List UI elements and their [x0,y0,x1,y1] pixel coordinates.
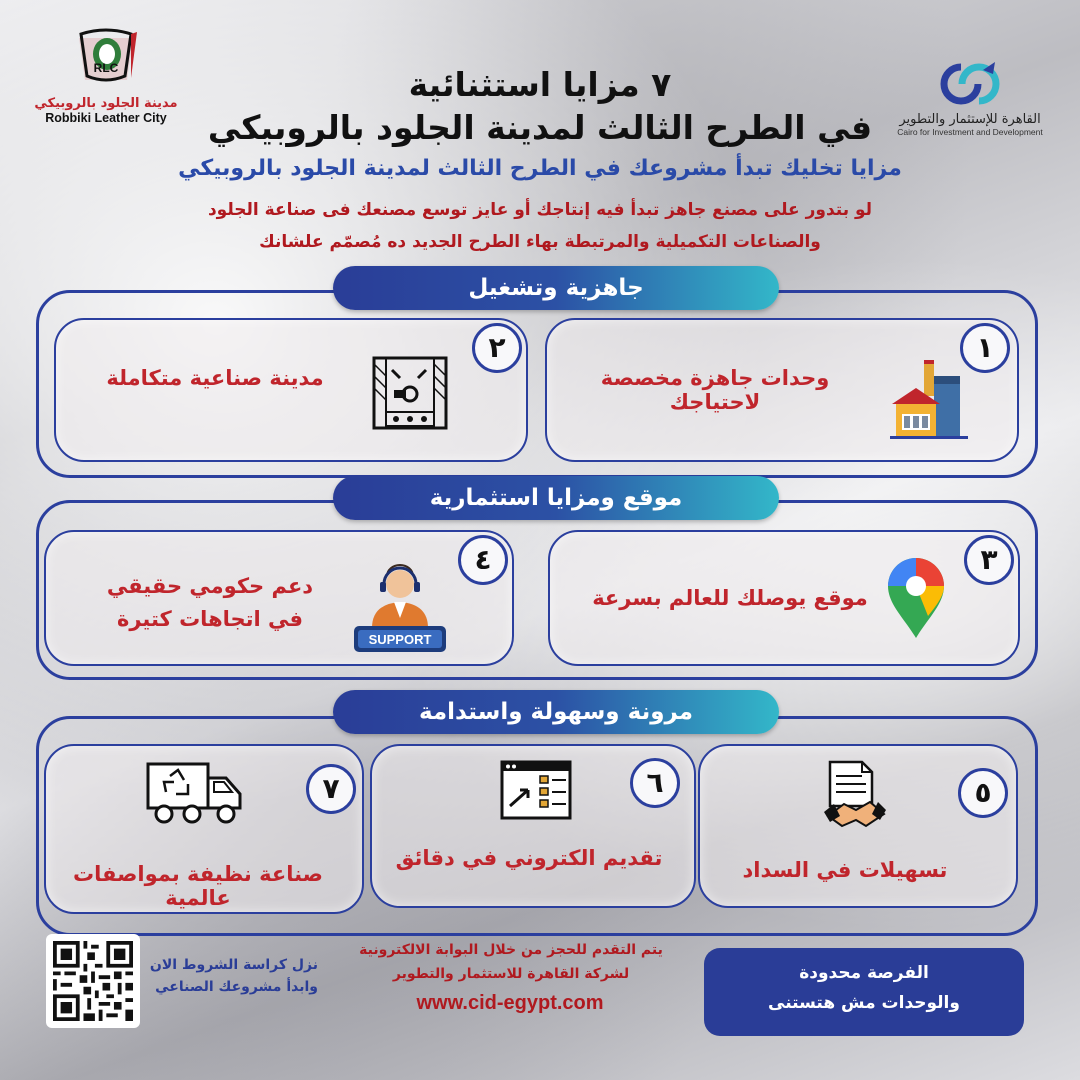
qr-code-icon [53,941,133,1021]
cid-name-en: Cairo for Investment and Development [897,127,1043,137]
feature-text-3: موقع يوصلك للعالم بسرعة [592,586,868,610]
rlc-name-en: Robbiki Leather City [45,111,167,125]
feature-text-6: تقديم الكتروني في دقائق [395,846,663,870]
rlc-name-ar: مدينة الجلود بالروبيكي [34,96,178,111]
description-line1: لو بتدور على مصنع جاهز تبدأ فيه إنتاجك أو عايز توسع مصنعك فى صناعة الجلود [207,200,873,220]
feature-number-1: ١ [960,323,1010,373]
feature-text-2: مدينة صناعية متكاملة [106,366,324,390]
feature-text-7: صناعة نظيفة بمواصفات عالمية [73,862,323,910]
feature-text-5: تسهيلات في السداد [742,858,948,882]
feature-text-4-line2: في اتجاهات كتيرة [116,607,304,631]
recycle-truck-icon [144,760,244,826]
feature-number-6: ٦ [630,758,680,808]
industrial-machine-icon [370,354,450,432]
apply-info-line2: لشركة القاهرة للاستثمار والتطوير [392,966,630,982]
qr-caption-line2: وابدأ مشروعك الصناعي [155,979,318,995]
page-subtitle: مزايا تخليك تبدأ مشروعك في الطرح الثالث لمدينة الجلود بالروبيكي [178,156,902,181]
svg-text:SUPPORT: SUPPORT [368,632,432,647]
qr-caption-line1: نزل كراسة الشروط الان [149,957,318,973]
svg-text:RLC: RLC [93,61,119,75]
page-title-line2: في الطرح الثالث لمدينة الجلود بالروبيكي [207,108,873,147]
map-pin-icon [884,556,948,640]
description-line2: والصناعات التكميلية والمرتبطة بهاء الطرح الجديد ده مُصمّم علشانك [259,232,821,252]
feature-text-1: وحدات جاهزة مخصصة لاحتياجك [600,366,830,414]
feature-number-3: ٣ [964,535,1014,585]
qr-code[interactable] [46,934,140,1028]
section-flexibility-title: مرونة وسهولة واستدامة [333,690,779,734]
feature-number-2: ٢ [472,323,522,373]
online-form-icon [500,760,572,820]
website-link[interactable]: www.cid-egypt.com [416,992,604,1014]
section-readiness-title: جاهزية وتشغيل [333,266,779,310]
page-title-line1: ٧ مزايا استثنائية [408,65,672,104]
feature-number-5: ٥ [958,768,1008,818]
apply-info-line1: يتم التقدم للحجز من خلال البوابة الالكترونية [359,942,663,958]
limited-offer-line2: والوحدات مش هتستنى [768,993,960,1013]
cid-name-ar: القاهرة للإستثمار والتطوير [899,112,1041,127]
limited-offer-box [704,948,1024,1036]
limited-offer-line1: الفرصة محدودة [799,963,929,983]
support-icon [350,562,450,658]
feature-number-4: ٤ [458,535,508,585]
handshake-document-icon [822,760,888,830]
feature-number-7: ٧ [306,764,356,814]
section-location-title: موقع ومزايا استثمارية [333,476,779,520]
factory-icon [888,356,972,440]
feature-text-4-line1: دعم حكومي حقيقي [106,574,314,598]
feature-card-2 [54,318,528,462]
